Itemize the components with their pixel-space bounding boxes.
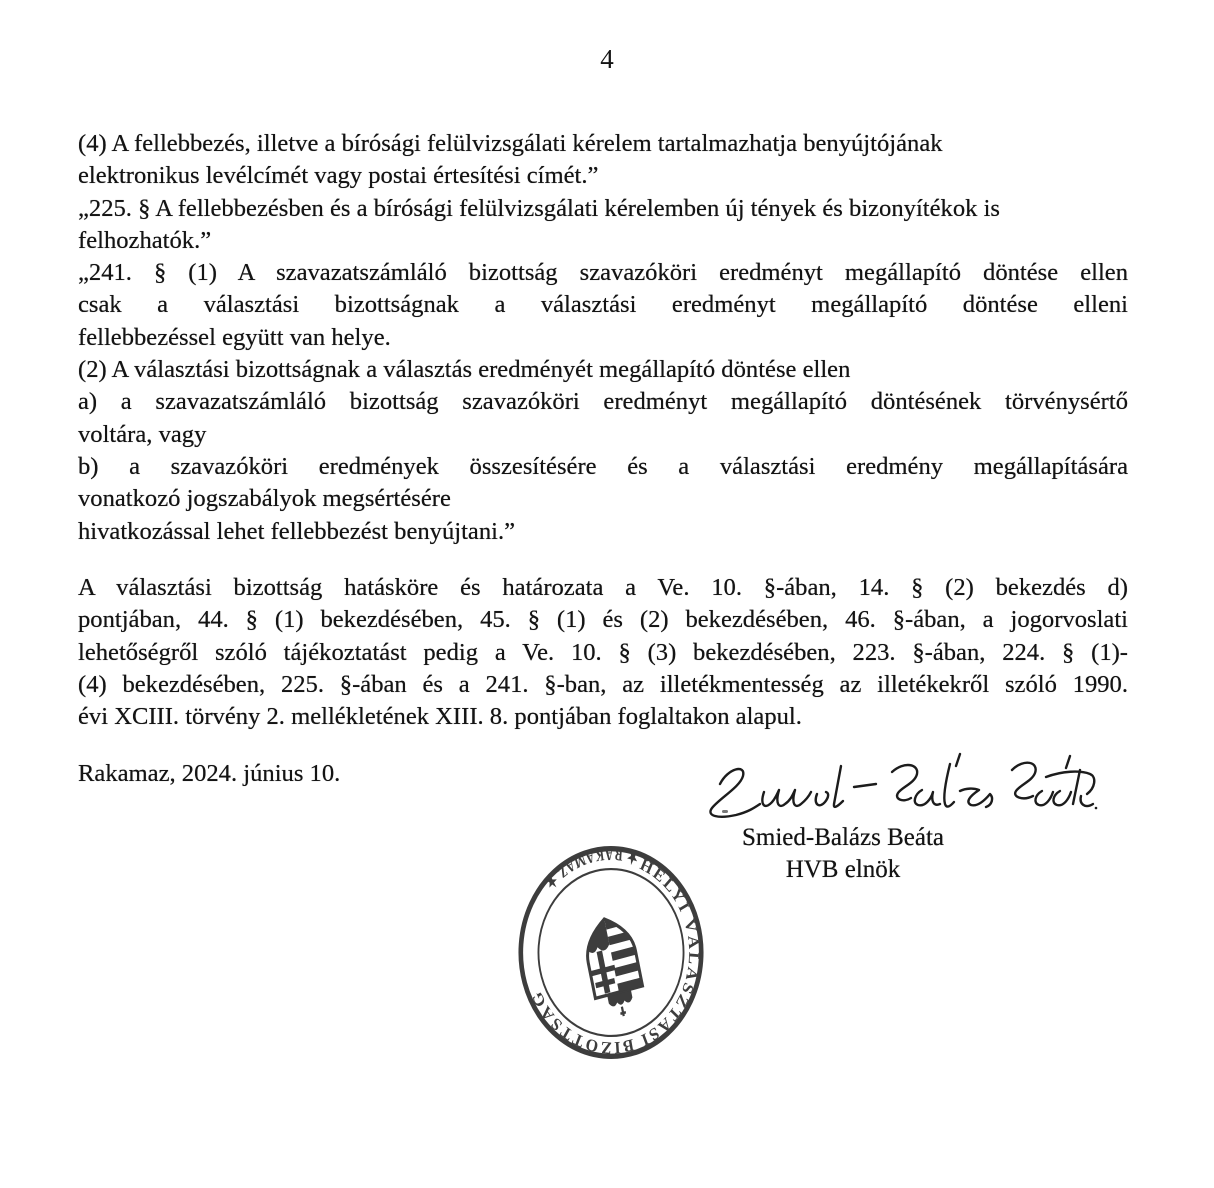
stamp-ring-text-secondary: ★ RAKAMAZ ★ — [538, 844, 640, 896]
paragraph-block-legal-basis — [78, 572, 1128, 733]
text-line: hivatkozással lehet fellebbezést benyújtani.” — [78, 517, 516, 545]
date-place-line: Rakamaz, 2024. június 10. — [78, 760, 341, 787]
official-round-stamp — [508, 841, 714, 1064]
paragraph-block-quotes — [78, 128, 1128, 548]
text-line: elektronikus levélcímét vagy postai értesítési címét.” — [78, 162, 599, 190]
signature-block — [698, 822, 988, 886]
text-line: b) a szavazóköri eredmények összesítésére és a választási eredmény megállapítására — [78, 452, 1128, 480]
text-line: a) a szavazatszámláló bizottság szavazóköri eredményt megállapító döntésének törvénysértő — [78, 388, 1128, 416]
page-number: 4 — [600, 44, 614, 74]
text-line: felhozhatók.” — [78, 226, 212, 254]
text-line: (2) A választási bizottságnak a választás eredményét megállapító döntése ellen — [78, 356, 851, 384]
text-line: (4) A fellebbezés, illetve a bírósági felülvizsgálati kérelem tartalmazhatja benyújtójának — [78, 130, 943, 157]
stamp-ring-text: HELYI VÁLASZTÁSI BIZOTTSÁG — [529, 855, 702, 1057]
text-line: évi XCIII. törvény 2. mellékletének XIII. 8. pontjában foglaltakon alapul. — [78, 703, 802, 731]
text-line: „241. § (1) A szavazatszámláló bizottság szavazóköri eredményt megállapító döntése ellen — [78, 259, 1128, 287]
text-line: voltára, vagy — [78, 420, 207, 448]
text-line: vonatkozó jogszabályok megsértésére — [78, 485, 451, 513]
hungarian-coat-of-arms-icon — [580, 911, 647, 1023]
svg-text:★ RAKAMAZ ★ — [537, 841, 644, 899]
text-line: A választási bizottság hatásköre és határozata a Ve. 10. §-ában, 14. § (2) bekezdés d) — [78, 574, 1128, 601]
text-line: pontjában, 44. § (1) bekezdésében, 45. § (1) és (2) bekezdésében, 46. §-ában, a jogorvoslati — [78, 606, 1128, 634]
signer-typed-name: Smied-Balázs Beáta — [741, 824, 944, 851]
signer-title: HVB elnök — [785, 856, 901, 883]
text-line: (4) bekezdésében, 225. §-ában és a 241. §-ban, az illetékmentesség az illetékekről szóló 1990. — [78, 670, 1128, 698]
text-line: csak a választási bizottságnak a választási eredményt megállapító döntése elleni — [78, 291, 1128, 319]
text-line: fellebbezéssel együtt van helye. — [78, 323, 391, 351]
stray-ink-mark — [722, 810, 728, 813]
text-line: „225. § A fellebbezésben és a bírósági felülvizsgálati kérelemben új tények és bizonyítékok is — [78, 194, 1000, 222]
text-line: lehetőségről szóló tájékoztatást pedig a Ve. 10. § (3) bekezdésében, 223. §-ában, 224. § (1)- — [78, 638, 1128, 666]
